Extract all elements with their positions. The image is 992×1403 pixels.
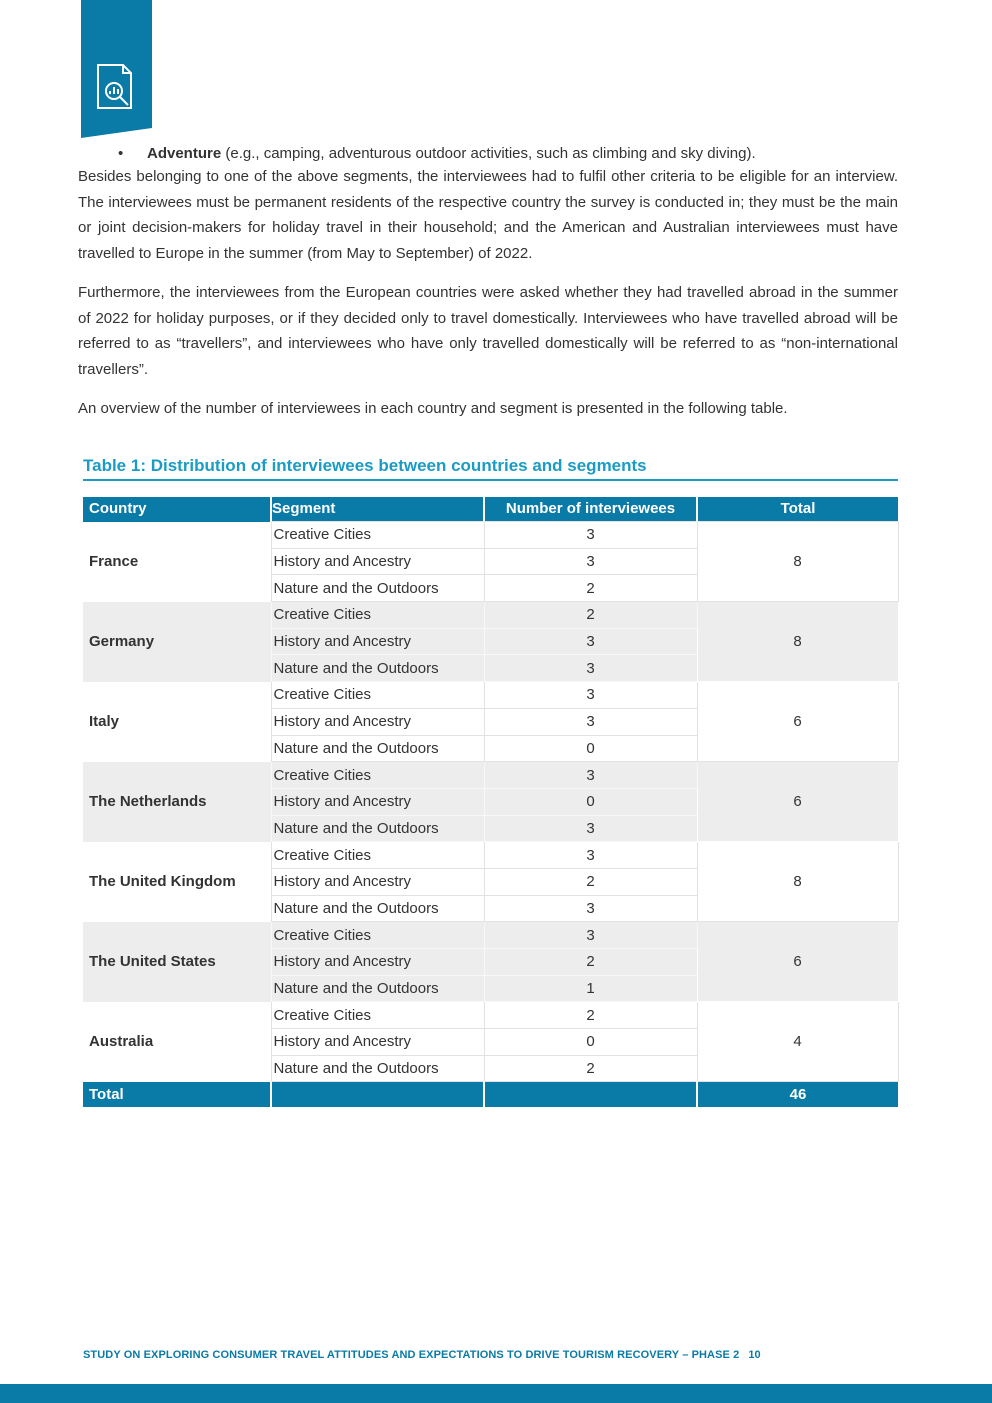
header-tab [81, 0, 152, 138]
bullet-marker: • [118, 145, 124, 162]
segment-cell: Nature and the Outdoors [271, 735, 484, 762]
header-tab-shape [81, 0, 152, 138]
table-row [83, 522, 898, 549]
page-footer [83, 1349, 761, 1361]
count-cell: 3 [484, 655, 697, 682]
count-cell: 0 [484, 735, 697, 762]
country-cell: Germany [83, 602, 271, 682]
bullet-term: Adventure [147, 145, 222, 162]
table-row [83, 602, 898, 629]
paragraph-travellers: Furthermore, the interviewees from the European countries were asked whether they had travelled abroad in the summer of 2022 for holiday purposes, or if they decided only to travel domestically. Interviewees who have travelled abroad will be referred to as “travellers”, and interviewees who have only travelled domestically will be referred to as “non-international travellers”. [78, 284, 898, 378]
segment-cell: Nature and the Outdoors [271, 575, 484, 602]
count-cell: 0 [484, 788, 697, 815]
total-cell: 8 [697, 522, 898, 602]
total-cell: 4 [697, 1002, 898, 1082]
header-total: Total [697, 497, 898, 522]
segment-cell: Creative Cities [271, 602, 484, 629]
grand-total-label: Total [83, 1082, 271, 1108]
count-cell: 0 [484, 1029, 697, 1056]
total-cell: 8 [697, 842, 898, 922]
grand-total-empty-segment [271, 1082, 484, 1108]
count-cell: 3 [484, 762, 697, 789]
segment-cell: Nature and the Outdoors [271, 815, 484, 842]
total-cell: 6 [697, 762, 898, 842]
segment-cell: Creative Cities [271, 842, 484, 869]
count-cell: 3 [484, 548, 697, 575]
bottom-brand-bar [0, 1384, 992, 1403]
segment-cell: Nature and the Outdoors [271, 655, 484, 682]
segment-cell: History and Ancestry [271, 949, 484, 976]
count-cell: 3 [484, 922, 697, 949]
segment-cell: History and Ancestry [271, 708, 484, 735]
segment-cell: History and Ancestry [271, 548, 484, 575]
table-row [83, 922, 898, 949]
country-cell: The United States [83, 922, 271, 1002]
segment-cell: Creative Cities [271, 922, 484, 949]
count-cell: 1 [484, 975, 697, 1002]
country-cell: The United Kingdom [89, 873, 236, 891]
header-segment: Segment [271, 497, 484, 522]
header-country: Country [83, 497, 271, 522]
segment-cell: History and Ancestry [271, 1029, 484, 1056]
total-cell: 6 [697, 682, 898, 762]
grand-total-value: 46 [697, 1082, 898, 1108]
table-row [83, 682, 898, 709]
count-cell: 3 [484, 895, 697, 922]
count-cell: 2 [484, 602, 697, 629]
country-cell: Australia [89, 1033, 154, 1051]
segment-cell: Creative Cities [271, 522, 484, 549]
count-cell: 3 [484, 522, 697, 549]
grand-total-row [83, 1082, 898, 1108]
count-cell: 2 [484, 949, 697, 976]
distribution-table [83, 497, 899, 1107]
segment-cell: Creative Cities [271, 762, 484, 789]
table-row [83, 762, 898, 789]
table-title: Table 1: Distribution of interviewees between countries and segments [83, 453, 898, 481]
country-cell: Italy [89, 713, 120, 731]
paragraph-eligibility: Besides belonging to one of the above segments, the interviewees had to fulfil other criteria to be eligible for an interview. The interviewees must be permanent residents of the respective country the survey is conducted in; they must be the main or joint decision-makers for holiday travel in their household; and the American and Australian interviewees must have travelled to Europe in the summer (from May to September) of 2022. [78, 168, 898, 262]
table-row [83, 842, 898, 869]
total-cell: 8 [697, 602, 898, 682]
segment-cell: History and Ancestry [271, 628, 484, 655]
count-cell: 3 [484, 708, 697, 735]
count-cell: 3 [484, 842, 697, 869]
grand-total-empty-number [484, 1082, 697, 1108]
segment-cell: Nature and the Outdoors [271, 975, 484, 1002]
segment-cell: Creative Cities [271, 682, 484, 709]
count-cell: 3 [484, 628, 697, 655]
country-cell: France [89, 553, 139, 571]
page-number: 10 [748, 1349, 761, 1361]
segment-cell: Creative Cities [271, 1002, 484, 1029]
bullet-text [147, 144, 756, 164]
total-cell: 6 [697, 922, 898, 1002]
count-cell: 3 [484, 682, 697, 709]
segment-cell: History and Ancestry [271, 788, 484, 815]
count-cell: 2 [484, 1002, 697, 1029]
count-cell: 2 [484, 575, 697, 602]
table-row [83, 1002, 898, 1029]
bullet-rest: (e.g., camping, adventurous outdoor activities, such as climbing and sky diving). [221, 145, 756, 162]
segment-cell: History and Ancestry [271, 868, 484, 895]
count-cell: 2 [484, 868, 697, 895]
header-number: Number of interviewees [484, 497, 697, 522]
table-header-row [83, 497, 898, 522]
count-cell: 2 [484, 1055, 697, 1082]
count-cell: 3 [484, 815, 697, 842]
footer-title: STUDY ON EXPLORING CONSUMER TRAVEL ATTITUDES AND EXPECTATIONS TO DRIVE TOURISM RECOVERY – PHASE 2 [83, 1349, 740, 1361]
country-cell: The Netherlands [83, 762, 271, 842]
segment-cell: Nature and the Outdoors [271, 895, 484, 922]
paragraph-overview: An overview of the number of interviewees in each country and segment is presented in the following table. [78, 400, 788, 417]
segment-cell: Nature and the Outdoors [271, 1055, 484, 1082]
